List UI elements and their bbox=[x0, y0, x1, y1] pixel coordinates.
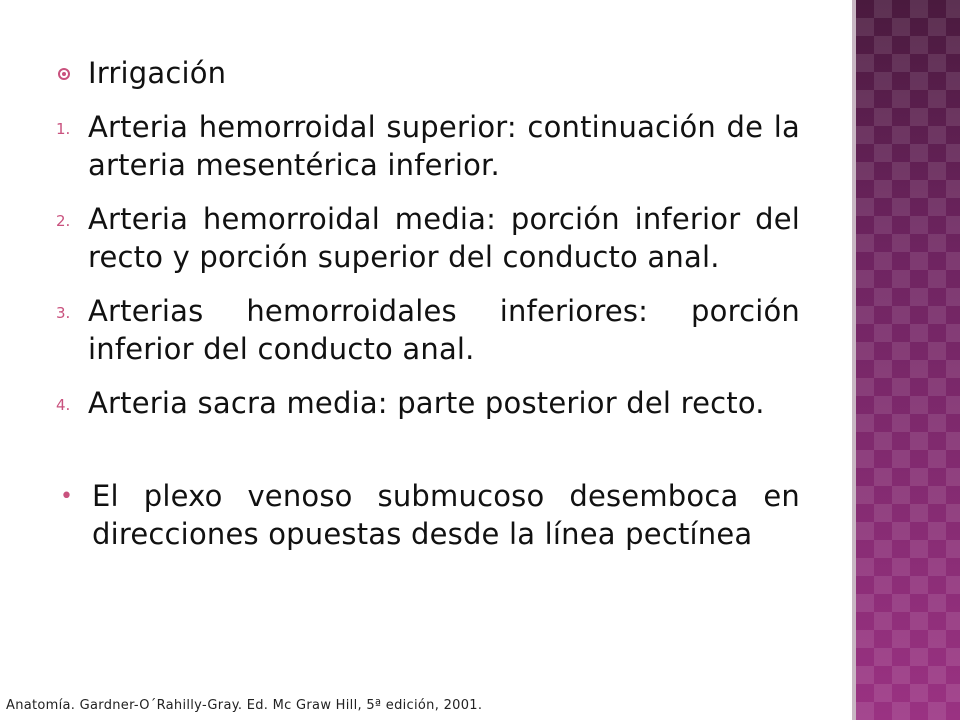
list-number: 1. bbox=[56, 120, 71, 138]
list-item-text: Arteria hemorroidal media: porción inferior del recto y porción superior del conducto anal. bbox=[88, 202, 800, 274]
radio-bullet-icon bbox=[56, 54, 88, 80]
list-item-1 bbox=[56, 108, 800, 184]
list-item-text: Arterias hemorroidales inferiores: porción inferior del conducto anal. bbox=[88, 294, 800, 366]
slide-content bbox=[56, 54, 800, 569]
list-number: 2. bbox=[56, 212, 71, 230]
citation: Anatomía. Gardner-O´Rahilly-Gray. Ed. Mc Graw Hill, 5ª edición, 2001. bbox=[6, 698, 483, 713]
list-item-text: Arteria hemorroidal superior: continuación de la arteria mesentérica inferior. bbox=[88, 110, 800, 182]
decorative-side-band bbox=[856, 0, 960, 720]
list-item-text: Arteria sacra media: parte posterior del recto. bbox=[88, 386, 765, 420]
list-item-4 bbox=[56, 384, 800, 425]
heading-item bbox=[56, 54, 800, 92]
list-number: 3. bbox=[56, 304, 71, 322]
list-number: 4. bbox=[56, 396, 71, 414]
heading-text: Irrigación bbox=[88, 56, 227, 90]
dot-bullet-icon: • bbox=[60, 484, 73, 509]
bullet-item bbox=[56, 477, 800, 553]
spacer bbox=[56, 441, 800, 477]
list-item-2 bbox=[56, 200, 800, 276]
radio-bullet-shape bbox=[58, 68, 70, 80]
bullet-item-text: El plexo venoso submucoso desemboca en direcciones opuestas desde la línea pectínea bbox=[92, 479, 800, 551]
list-item-3 bbox=[56, 292, 800, 368]
